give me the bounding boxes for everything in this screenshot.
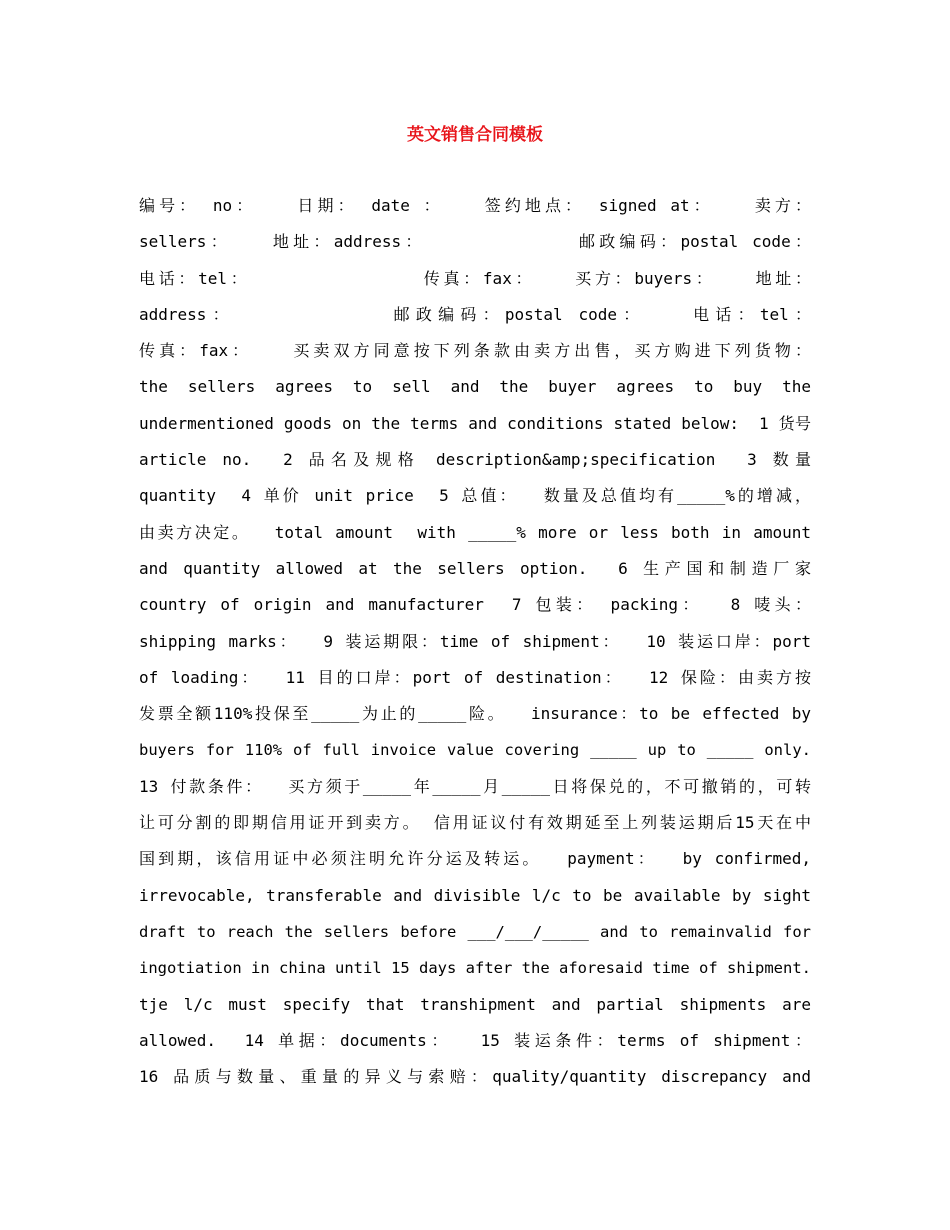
text-line: allowed. 14 单据：documents： 15 装运条件：terms of shipment： <box>139 1030 811 1050</box>
text-line: sellers： 地址：address： 邮政编码：postal code： <box>139 232 811 252</box>
text-line: undermentioned goods on the terms and conditions stated below: 1 货号 <box>139 413 811 433</box>
text-line: irrevocable, transferable and divisible l/c to be available by sight <box>139 885 811 905</box>
text-line: of loading： 11 目的口岸：port of destination： 12 保险：由卖方按 <box>139 667 811 687</box>
text-line: quantity 4 单价 unit price 5 总值： 数量及总值均有_____%的增减， <box>139 486 811 506</box>
text-line: 传真：fax： 买卖双方同意按下列条款由卖方出售，买方购进下列货物： <box>139 341 811 361</box>
text-line: and quantity allowed at the sellers option. 6 生产国和制造厂家 <box>139 558 811 578</box>
text-line: the sellers agrees to sell and the buyer agrees to buy the <box>139 377 811 397</box>
text-line: article no. 2 品名及规格 description&amp;specification 3 数量 <box>139 450 811 470</box>
contract-body <box>139 188 811 1095</box>
text-line: 16 品质与数量、重量的异义与索赔：quality/quantity discrepancy and <box>139 1067 811 1087</box>
text-line: 13 付款条件： 买方须于_____年_____月_____日将保兑的，不可撤销的，可转 <box>139 776 811 796</box>
text-line: country of origin and manufacturer 7 包装： packing： 8 唛头： <box>139 595 811 615</box>
text-line: shipping marks： 9 装运期限：time of shipment： 10 装运口岸：port <box>139 631 811 651</box>
text-line: 国到期，该信用证中必须注明允许分运及转运。 payment： by confirmed, <box>139 849 811 869</box>
text-line: tje l/c must specify that transhipment and partial shipments are <box>139 994 811 1014</box>
text-line: 电话：tel： 传真：fax： 买方：buyers： 地址： <box>139 268 811 288</box>
text-line: address： 邮政编码：postal code： 电话：tel： <box>139 304 811 324</box>
text-line: 编号： no： 日期： date ： 签约地点： signed at： 卖方： <box>139 196 811 215</box>
text-line: 让可分割的即期信用证开到卖方。 信用证议付有效期延至上列装运期后15天在中 <box>139 813 811 833</box>
page-title: 英文销售合同模板 <box>407 125 543 145</box>
text-line: ingotiation in china until 15 days after the aforesaid time of shipment. <box>139 959 811 978</box>
text-line: buyers for 110% of full invoice value covering _____ up to _____ only. <box>139 741 811 760</box>
text-line: 发票全额110%投保至_____为止的_____险。 insurance：to be effected by <box>139 704 811 724</box>
text-line: draft to reach the sellers before ___/___/_____ and to remainvalid for <box>139 922 811 941</box>
text-line: 由卖方决定。 total amount with _____% more or less both in amount <box>139 522 811 542</box>
